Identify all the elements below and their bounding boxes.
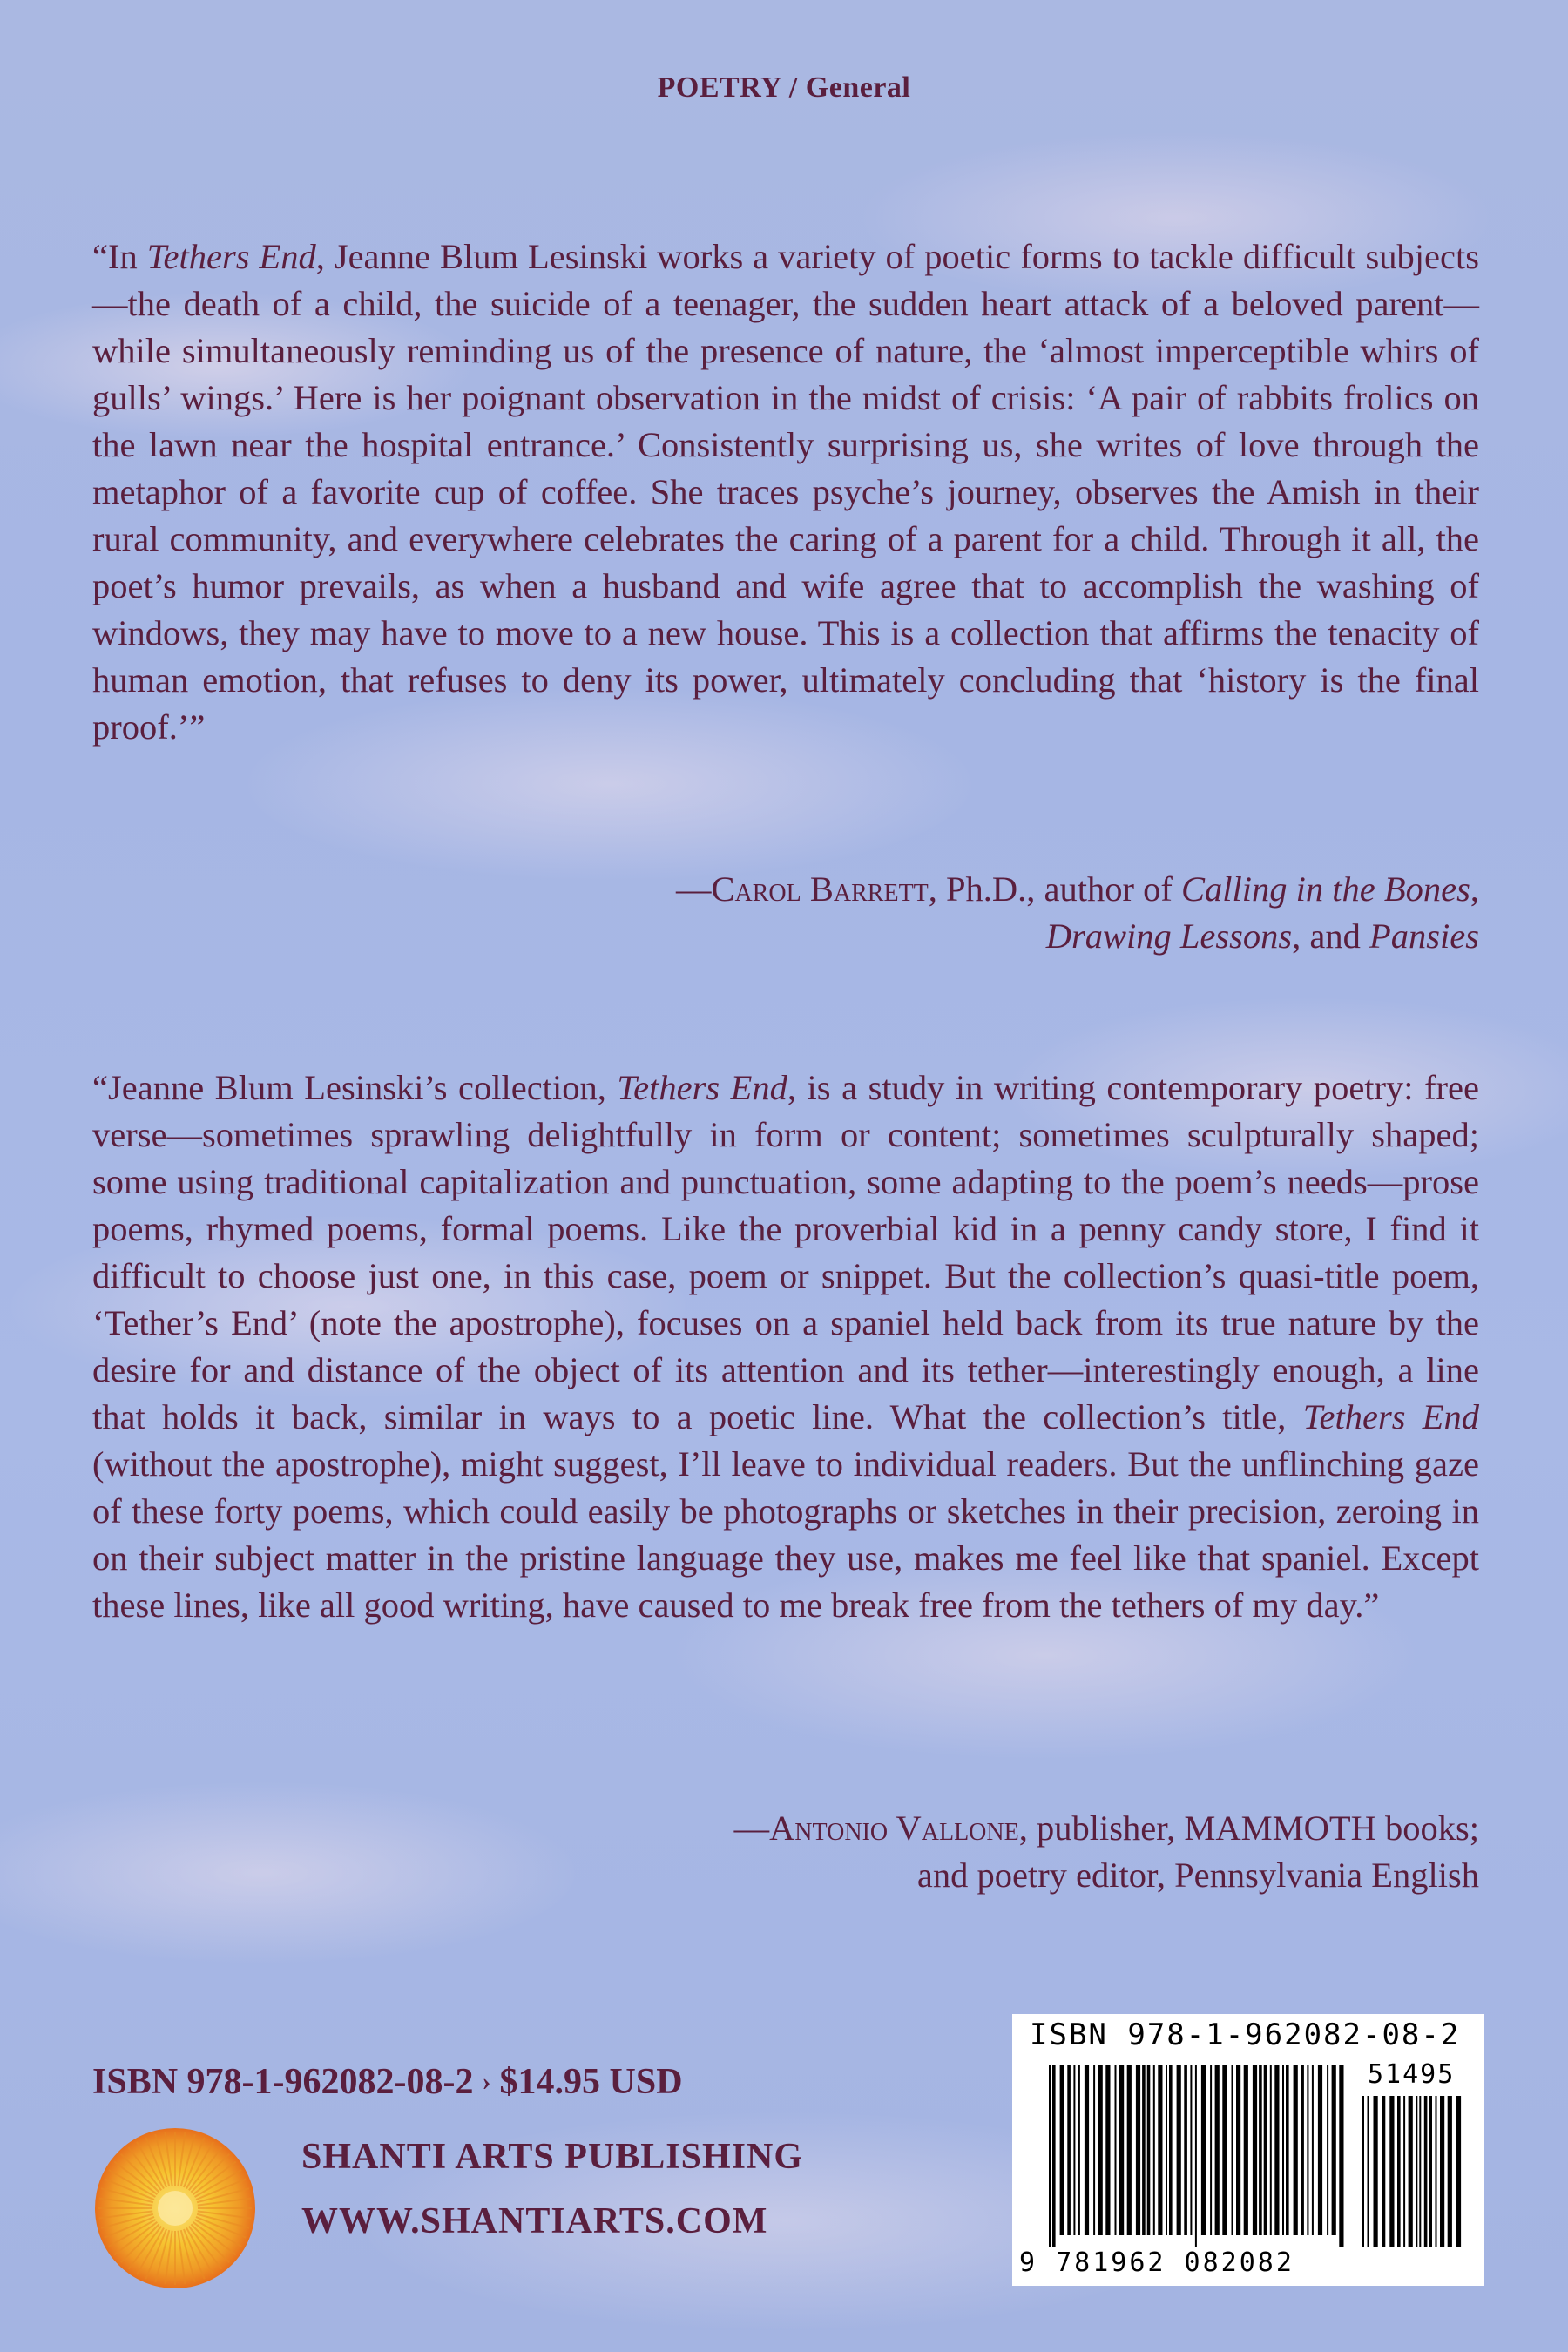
blurb-text: “In — [92, 237, 147, 276]
dash: — — [676, 869, 712, 909]
barcode-bars — [1047, 2058, 1465, 2254]
barcode-bar — [1327, 2065, 1328, 2235]
attribution-text: , — [1470, 869, 1479, 909]
barcode-bar — [1184, 2065, 1187, 2235]
book-title: Tethers End — [617, 1068, 787, 1107]
barcode-addon-bar — [1368, 2096, 1369, 2247]
barcode-addon-bar — [1419, 2096, 1421, 2247]
barcode-bar — [1270, 2065, 1272, 2235]
separator-glyph: › — [482, 2067, 491, 2096]
barcode-bar — [1147, 2065, 1151, 2235]
barcode-bar — [1294, 2065, 1298, 2235]
blurb-text: , Jeanne Blum Lesinski works a variety of poetic forms to tackle difficult subjects—the death of a child, the suicide of a teenager, the sudden heart attack of a beloved parent—while simultaneously reminding us of the presence of nature, the ‘almost imperceptible whirs of gulls’ wings.’ Here is her poignant observation in the midst of crisis: ‘A pair of rabbits frolics on the lawn near the hospital entrance.’ Consistently surprising us, she writes of love through the metaphor of a favorite cup of coffee. She traces psyche’s journey, observes the Amish in their rural community, and everywhere celebrates the caring of a parent for a child. Through it all, the poet’s humor prevails, as when a husband and wife agree that to accomplish the washing of windows, they may have to move to a new house. This is a collection that affirms the tenacity of human emotion, that refuses to deny its power, ultimately concluding that ‘history is the final proof.’” — [92, 237, 1480, 747]
barcode-bar — [1127, 2065, 1132, 2235]
isbn-price-line — [92, 2061, 683, 2103]
barcode-bar — [1142, 2065, 1146, 2235]
sun-logo-icon — [92, 2126, 258, 2291]
barcode-addon-bar — [1424, 2096, 1428, 2247]
barcode-bar — [1067, 2065, 1071, 2235]
barcode-bar — [1318, 2065, 1322, 2235]
barcode-bar — [1060, 2065, 1064, 2235]
barcode-bar — [1222, 2065, 1227, 2235]
publisher-name: SHANTI ARTS PUBLISHING — [301, 2137, 804, 2177]
blurb-antonio-vallone — [92, 1064, 1479, 1629]
attribution-text: , and — [1292, 916, 1369, 956]
barcode-addon-bar — [1403, 2096, 1405, 2247]
barcode-bar — [1166, 2065, 1167, 2235]
barcode-bar — [1274, 2065, 1279, 2235]
isbn-text: ISBN 978-1-962082-08-2 — [92, 2062, 474, 2102]
barcode-digits: 9 781962 082082 — [1019, 2247, 1294, 2278]
barcode-bar — [1312, 2065, 1314, 2235]
barcode-addon-bar — [1374, 2096, 1378, 2247]
barcode-bar — [1169, 2065, 1173, 2235]
price-text: $14.95 USD — [499, 2062, 683, 2102]
barcode-bar — [1286, 2065, 1289, 2235]
barcode-bar — [1052, 2065, 1056, 2247]
book-title: Drawing Lessons — [1045, 916, 1293, 956]
barcode-bar — [1105, 2065, 1110, 2235]
attribution-text: , Ph.D., author of — [928, 869, 1182, 909]
barcode-bar — [1264, 2065, 1267, 2235]
book-title: Tethers End — [1302, 1397, 1479, 1436]
publisher-website[interactable]: WWW.SHANTIARTS.COM — [301, 2201, 768, 2241]
barcode-bar — [1201, 2065, 1206, 2235]
attribution-carol-barrett — [676, 866, 1479, 960]
barcode-bar — [1177, 2065, 1181, 2235]
blurb-carol-barrett — [92, 233, 1479, 751]
barcode-bar — [1085, 2065, 1089, 2235]
attribution-text: , publisher, MAMMOTH books; — [1018, 1808, 1479, 1848]
book-title: Calling in the Bones — [1181, 869, 1470, 909]
barcode-isbn-label: ISBN 978-1-962082-08-2 — [1030, 2017, 1461, 2052]
barcode-bar — [1307, 2065, 1308, 2235]
barcode-bar — [1282, 2065, 1284, 2235]
dash: — — [733, 1808, 770, 1848]
barcode-bar — [1098, 2065, 1103, 2235]
barcode-bar — [1136, 2065, 1140, 2235]
barcode-addon-bar — [1389, 2096, 1394, 2247]
barcode-addon-bar — [1456, 2096, 1461, 2247]
barcode-bar — [1210, 2065, 1212, 2235]
barcode-addon-bar — [1362, 2096, 1364, 2247]
blurb-text: , is a study in writing contemporary poetry: free verse—sometimes sprawling delightfully in form or content; sometimes sculpturally shaped; some using traditional capitalization and punctuation, some adapting to the poem’s needs—prose poems, rhymed poems, formal poems. Like the proverbial kid in a penny candy store, I find it difficult to choose just one, in this case, poem or snippet. But the collection’s quasi-title poem, ‘Tether’s End’ (note the apostrophe), focuses on a spaniel held back from its true nature by the desire for and distance of the object of its attention and its tether—interestingly enough, a line that holds it back, similar in ways to a poetic line. What the collection’s title, — [92, 1068, 1479, 1436]
book-category: POETRY / General — [657, 71, 911, 104]
barcode-bar — [1236, 2065, 1240, 2235]
barcode-bar — [1115, 2065, 1117, 2235]
barcode-addon-bar — [1440, 2096, 1444, 2247]
isbn-barcode — [1012, 2014, 1484, 2286]
barcode-bar — [1244, 2065, 1248, 2235]
barcode-addon-digits: 51495 — [1368, 2059, 1456, 2090]
barcode-bar — [1215, 2065, 1220, 2235]
barcode-bar — [1093, 2065, 1095, 2235]
barcode-bar — [1301, 2065, 1304, 2235]
barcode-addon-bar — [1409, 2096, 1413, 2247]
author-name: Carol Barrett — [711, 869, 929, 909]
barcode-addon-bar — [1416, 2096, 1417, 2247]
barcode-bar — [1332, 2065, 1336, 2235]
attribution-antonio-vallone — [734, 1805, 1479, 1899]
blurb-text: “Jeanne Blum Lesinski’s collection, — [92, 1068, 618, 1107]
barcode-bar — [1190, 2065, 1192, 2235]
author-name: Antonio Vallone — [769, 1808, 1019, 1848]
attribution-text: and poetry editor, Pennsylvania English — [916, 1855, 1479, 1895]
barcode-bar — [1119, 2065, 1124, 2235]
barcode-bar — [1049, 2065, 1051, 2247]
barcode-bar — [1153, 2065, 1155, 2235]
barcode-bar — [1158, 2065, 1162, 2235]
blurb-text: (without the apostrophe), might suggest, I’ll leave to individual readers. But the unflinching gaze of these forty poems, which could easily be photographs or sketches in their precision, zeroing in on their subject matter in the pristine language they use, makes me feel like that spaniel. Except these lines, like all good writing, have caused to me break free from the tethers of my day.” — [92, 1444, 1479, 1625]
barcode-addon-bar — [1397, 2096, 1401, 2247]
barcode-addon-bar — [1448, 2096, 1452, 2247]
barcode-addon-bar — [1382, 2096, 1386, 2247]
book-title: Pansies — [1369, 916, 1479, 956]
barcode-bar — [1078, 2065, 1080, 2235]
barcode-bar — [1259, 2065, 1262, 2235]
barcode-addon-bar — [1436, 2096, 1437, 2247]
barcode-bar — [1073, 2065, 1075, 2235]
barcode-bar — [1253, 2065, 1257, 2235]
barcode-addon-bar — [1429, 2096, 1432, 2247]
book-title: Tethers End — [146, 237, 316, 276]
barcode-bar — [1339, 2065, 1343, 2247]
barcode-bar — [1232, 2065, 1233, 2235]
barcode-bar — [1195, 2065, 1197, 2247]
